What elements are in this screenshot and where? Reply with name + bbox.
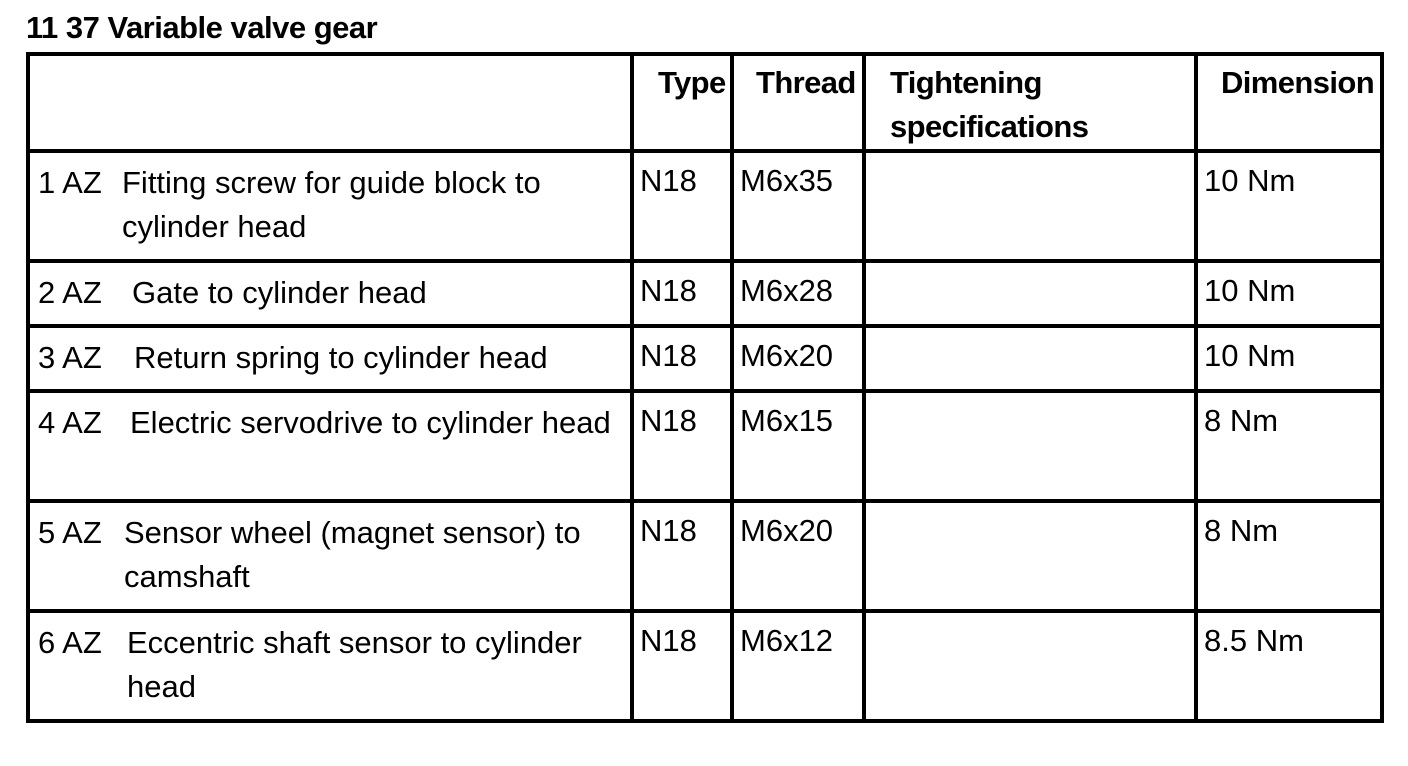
table-row <box>28 326 1382 391</box>
item-number: 5 AZ <box>38 515 102 550</box>
header-dimension: Dimension <box>1196 54 1382 151</box>
header-tightening: Tightening specifications <box>864 54 1196 151</box>
thread-cell: M6x15 <box>732 391 864 501</box>
tightening-cell <box>864 611 1196 721</box>
header-thread: Thread <box>732 54 864 151</box>
thread-cell: M6x28 <box>732 261 864 326</box>
tightening-cell <box>864 326 1196 391</box>
header-item <box>28 54 632 151</box>
item-description: Eccentric shaft sensor to cylinder head <box>127 625 582 704</box>
thread-cell: M6x12 <box>732 611 864 721</box>
dimension-cell: 8 Nm <box>1196 501 1382 611</box>
item-description: Electric servodrive to cylinder head <box>130 405 611 440</box>
item-number: 4 AZ <box>38 405 102 440</box>
item-number: 1 AZ <box>38 165 102 200</box>
item-number: 3 AZ <box>38 340 102 375</box>
dimension-cell: 10 Nm <box>1196 326 1382 391</box>
page-title: 11 37 Variable valve gear <box>26 10 378 45</box>
item-description: Gate to cylinder head <box>132 275 427 310</box>
item-description: Return spring to cylinder head <box>134 340 548 375</box>
tightening-cell <box>864 151 1196 261</box>
dimension-cell: 8.5 Nm <box>1196 611 1382 721</box>
table-row <box>28 501 1382 611</box>
item-description: Sensor wheel (magnet sensor) to camshaft <box>124 515 581 594</box>
specification-table <box>26 52 1384 723</box>
dimension-cell: 8 Nm <box>1196 391 1382 501</box>
thread-cell: M6x20 <box>732 501 864 611</box>
type-cell: N18 <box>632 326 732 391</box>
dimension-cell: 10 Nm <box>1196 151 1382 261</box>
tightening-cell <box>864 391 1196 501</box>
item-description: Fitting screw for guide block to cylinder head <box>122 165 541 244</box>
thread-cell: M6x35 <box>732 151 864 261</box>
type-cell: N18 <box>632 151 732 261</box>
table-row <box>28 151 1382 261</box>
table-row <box>28 261 1382 326</box>
item-number: 2 AZ <box>38 275 102 310</box>
type-cell: N18 <box>632 261 732 326</box>
tightening-cell <box>864 501 1196 611</box>
header-type: Type <box>632 54 732 151</box>
type-cell: N18 <box>632 501 732 611</box>
type-cell: N18 <box>632 611 732 721</box>
tightening-cell <box>864 261 1196 326</box>
type-cell: N18 <box>632 391 732 501</box>
item-number: 6 AZ <box>38 625 102 660</box>
dimension-cell: 10 Nm <box>1196 261 1382 326</box>
table-row <box>28 611 1382 721</box>
table-row <box>28 391 1382 501</box>
thread-cell: M6x20 <box>732 326 864 391</box>
table-header-row <box>28 54 1382 151</box>
